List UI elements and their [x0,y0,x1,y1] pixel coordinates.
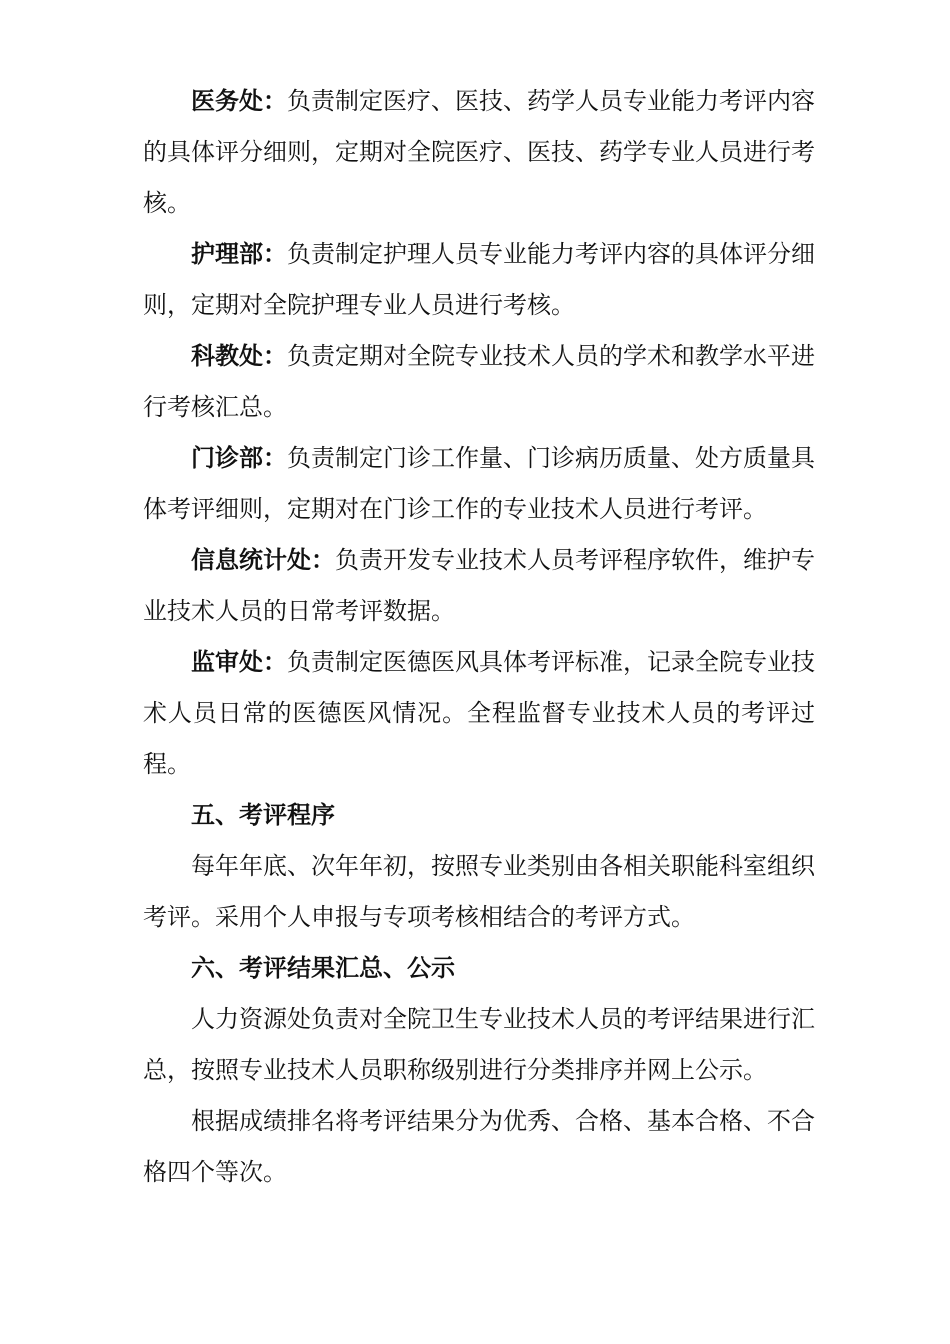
paragraph-supervision [143,637,815,790]
paragraph-lead: 护理部： [191,240,287,268]
paragraph-text: 负责制定门诊工作量、门诊病历质量、处方质量具体考评细则，定期对在门诊工作的专业技术人员进行考评。 [143,444,815,523]
paragraph-education [143,331,815,433]
paragraph-info-statistics [143,535,815,637]
paragraph-nursing [143,229,815,331]
paragraph-results-summary: 人力资源处负责对全院卫生专业技术人员的考评结果进行汇总，按照专业技术人员职称级别进行分类排序并网上公示。 [143,1005,815,1084]
paragraph-lead: 信息统计处： [191,546,335,574]
document-body [143,76,815,1198]
paragraph-lead: 监审处： [191,648,287,676]
paragraph-outpatient [143,433,815,535]
paragraph-lead: 门诊部： [191,444,287,472]
section-heading-results: 六、考评结果汇总、公示 [191,954,455,982]
paragraph-text: 负责制定医德医风具体考评标准，记录全院专业技术人员日常的医德医风情况。全程监督专业技术人员的考评过程。 [143,648,815,778]
section-heading-procedure: 五、考评程序 [191,801,335,829]
paragraph-text: 负责定期对全院专业技术人员的学术和教学水平进行考核汇总。 [143,342,815,421]
paragraph-medical-affairs [143,76,815,229]
paragraph-text: 负责开发专业技术人员考评程序软件，维护专业技术人员的日常考评数据。 [143,546,815,625]
paragraph-lead: 科教处： [191,342,287,370]
paragraph-results-grades: 根据成绩排名将考评结果分为优秀、合格、基本合格、不合格四个等次。 [143,1107,815,1186]
paragraph-procedure: 每年年底、次年年初，按照专业类别由各相关职能科室组织考评。采用个人申报与专项考核相结合的考评方式。 [143,852,815,931]
paragraph-lead: 医务处： [191,87,287,115]
paragraph-text: 负责制定护理人员专业能力考评内容的具体评分细则，定期对全院护理专业人员进行考核。 [143,240,815,319]
paragraph-text: 负责制定医疗、医技、药学人员专业能力考评内容的具体评分细则，定期对全院医疗、医技、药学专业人员进行考核。 [143,87,815,217]
